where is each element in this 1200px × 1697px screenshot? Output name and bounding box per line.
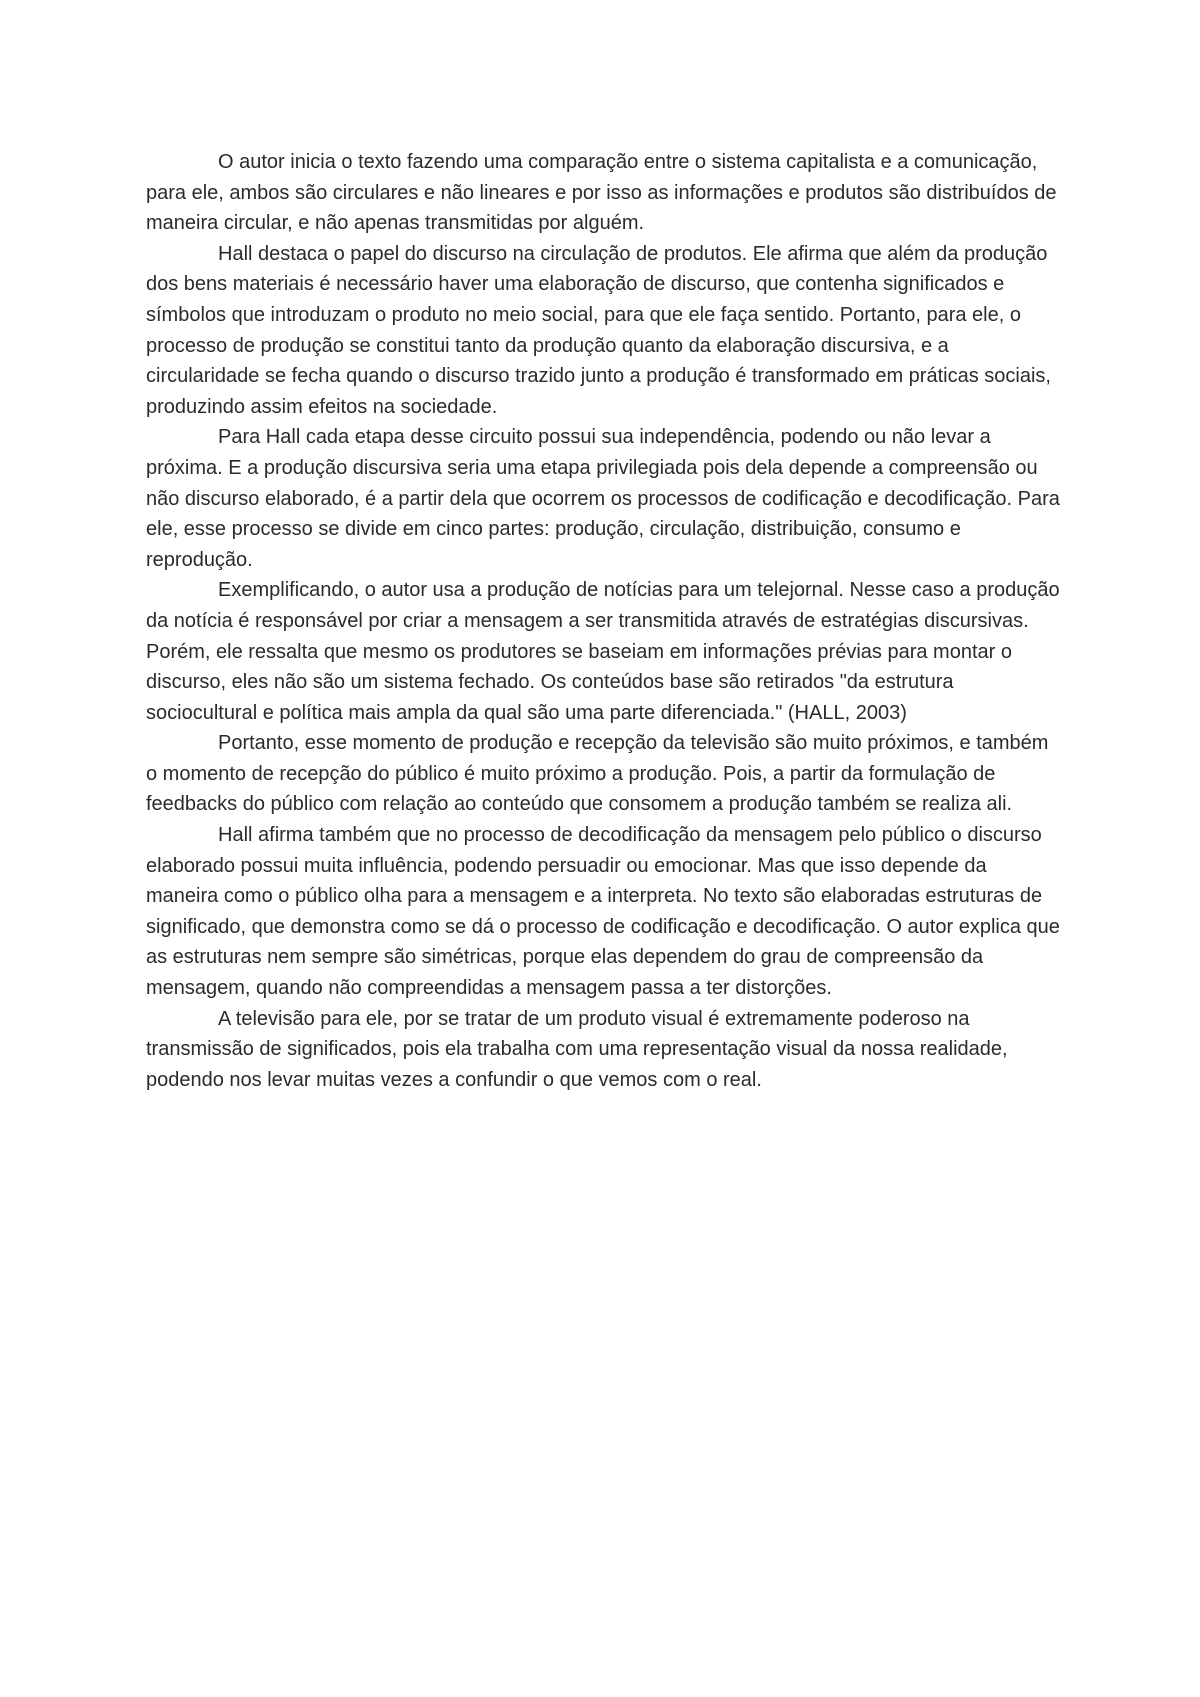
- paragraph-1: O autor inicia o texto fazendo uma comparação entre o sistema capitalista e a comunicação, para ele, ambos são circulares e não lineares e por isso as informações e produtos são distribuídos de maneira circular, e não apenas transmitidas por alguém.: [146, 151, 1057, 235]
- paragraph-4: Exemplificando, o autor usa a produção de notícias para um telejornal. Nesse caso a produção da notícia é responsável por criar a mensagem a ser transmitida através de estratégias discursivas. Porém, ele ressalta que mesmo os produtores se baseiam em informações prévias para montar o discurso, eles não são um sistema fechado. Os conteúdos base são retirados "da estrutura sociocultural e política mais ampla da qual são uma parte diferenciada." (HALL, 2003): [146, 579, 1060, 724]
- paragraph-5: Portanto, esse momento de produção e recepção da televisão são muito próximos, e também o momento de recepção do público é muito próximo a produção. Pois, a partir da formulação de feedbacks do público com relação ao conteúdo que consomem a produção também se realiza ali.: [146, 732, 1049, 816]
- paragraph-2: Hall destaca o papel do discurso na circulação de produtos. Ele afirma que além da produção dos bens materiais é necessário haver uma elaboração de discurso, que contenha significados e símbolos que introduzam o produto no meio social, para que ele faça sentido. Portanto, para ele, o processo de produção se constitui tanto da produção quanto da elaboração discursiva, e a circularidade se fecha quando o discurso trazido junto a produção é transformado em práticas sociais, produzindo assim efeitos na sociedade.: [146, 242, 1051, 418]
- paragraph-7: A televisão para ele, por se tratar de um produto visual é extremamente poderoso na transmissão de significados, pois ela trabalha com uma representação visual da nossa realidade, podendo nos levar muitas vezes a confundir o que vemos com o real.: [146, 1007, 1008, 1091]
- document-body: [146, 147, 1064, 1095]
- paragraph-3: Para Hall cada etapa desse circuito possui sua independência, podendo ou não levar a próxima. E a produção discursiva seria uma etapa privilegiada pois dela depende a compreensão ou não discurso elaborado, é a partir dela que ocorrem os processos de codificação e decodificação. Para ele, esse processo se divide em cinco partes: produção, circulação, distribuição, consumo e reprodução.: [146, 426, 1060, 571]
- paragraph-6: Hall afirma também que no processo de decodificação da mensagem pelo público o discurso elaborado possui muita influência, podendo persuadir ou emocionar. Mas que isso depende da maneira como o público olha para a mensagem e a interpreta. No texto são elaboradas estruturas de significado, que demonstra como se dá o processo de codificação e decodificação. O autor explica que as estruturas nem sempre são simétricas, porque elas dependem do grau de compreensão da mensagem, quando não compreendidas a mensagem passa a ter distorções.: [146, 824, 1060, 1000]
